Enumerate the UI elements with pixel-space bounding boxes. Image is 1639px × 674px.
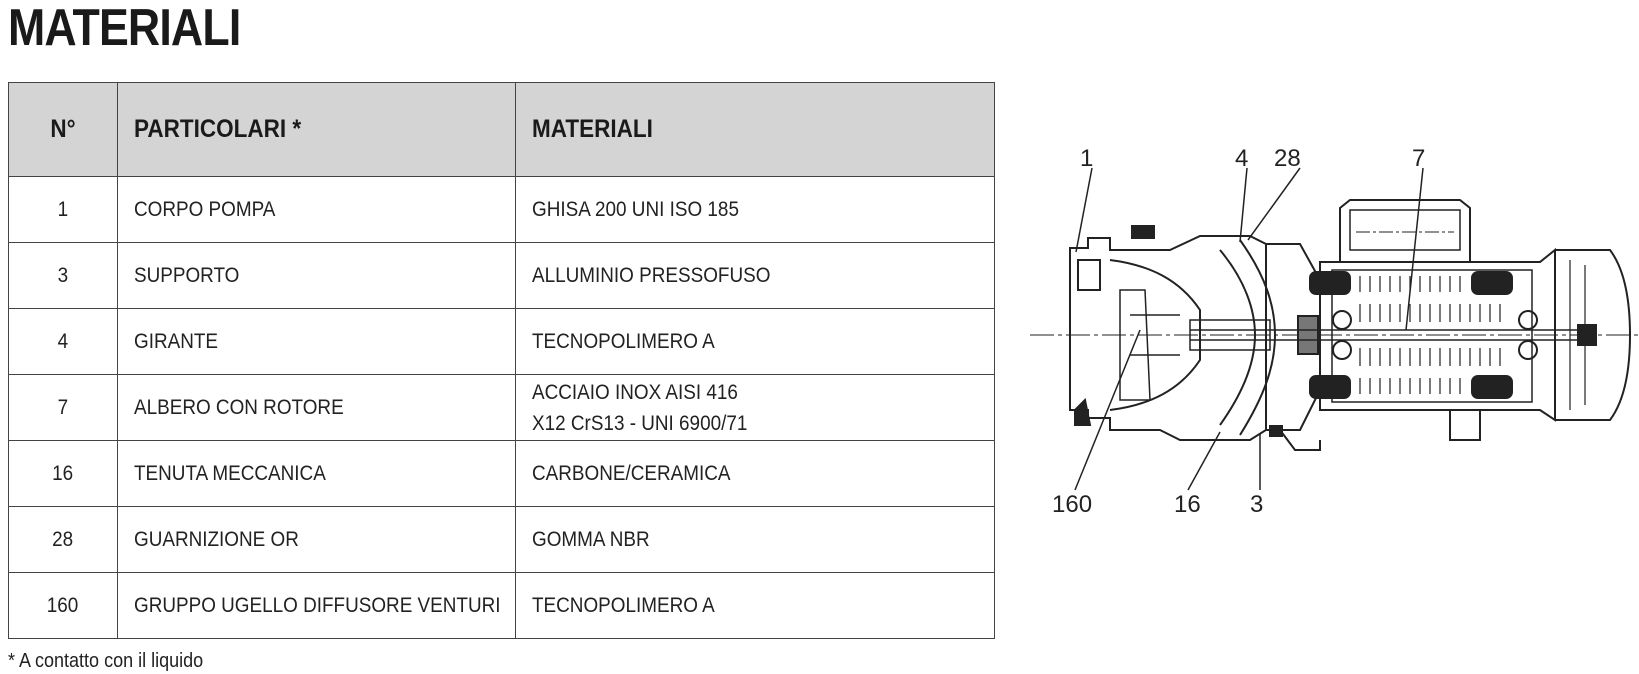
row-part: GUARNIZIONE OR <box>118 507 516 573</box>
row-material <box>516 375 995 441</box>
table-row <box>9 375 995 441</box>
row-number: 160 <box>9 573 118 639</box>
header-number: N° <box>9 83 118 177</box>
row-part: GIRANTE <box>118 309 516 375</box>
header-part: PARTICOLARI * <box>118 83 516 177</box>
table-row <box>9 243 995 309</box>
table-header-row <box>9 83 995 177</box>
header-material: MATERIALI <box>516 83 995 177</box>
row-material: TECNOPOLIMERO A <box>516 573 995 639</box>
pump-drawing <box>1052 140 1639 550</box>
callout-16: 16 <box>1174 491 1201 518</box>
row-material: TECNOPOLIMERO A <box>516 309 995 375</box>
row-part: GRUPPO UGELLO DIFFUSORE VENTURI <box>118 573 516 639</box>
row-number: 7 <box>9 375 118 441</box>
row-part: TENUTA MECCANICA <box>118 441 516 507</box>
table-row <box>9 507 995 573</box>
callout-4: 4 <box>1235 145 1249 172</box>
row-part: SUPPORTO <box>118 243 516 309</box>
table-row <box>9 573 995 639</box>
callout-160: 160 <box>1052 491 1093 518</box>
row-part: CORPO POMPA <box>118 177 516 243</box>
table-row <box>9 441 995 507</box>
table-row <box>9 177 995 243</box>
material-line: X12 CrS13 - UNI 6900/71 <box>532 411 748 435</box>
pump-cross-section-diagram <box>1052 140 1639 550</box>
materials-table <box>8 82 995 639</box>
row-material: CARBONE/CERAMICA <box>516 441 995 507</box>
callout-28: 28 <box>1274 145 1301 172</box>
row-material: GOMMA NBR <box>516 507 995 573</box>
row-number: 3 <box>9 243 118 309</box>
callout-3: 3 <box>1250 491 1264 518</box>
callout-1: 1 <box>1080 145 1094 172</box>
row-number: 28 <box>9 507 118 573</box>
row-part: ALBERO CON ROTORE <box>118 375 516 441</box>
row-number: 4 <box>9 309 118 375</box>
callout-7: 7 <box>1412 145 1426 172</box>
table-row <box>9 309 995 375</box>
row-number: 1 <box>9 177 118 243</box>
row-material: GHISA 200 UNI ISO 185 <box>516 177 995 243</box>
row-material: ALLUMINIO PRESSOFUSO <box>516 243 995 309</box>
material-line: ACCIAIO INOX AISI 416 <box>532 380 738 404</box>
footnote: * A contatto con il liquido <box>8 650 204 672</box>
page-title: MATERIALI <box>8 0 241 57</box>
row-number: 16 <box>9 441 118 507</box>
